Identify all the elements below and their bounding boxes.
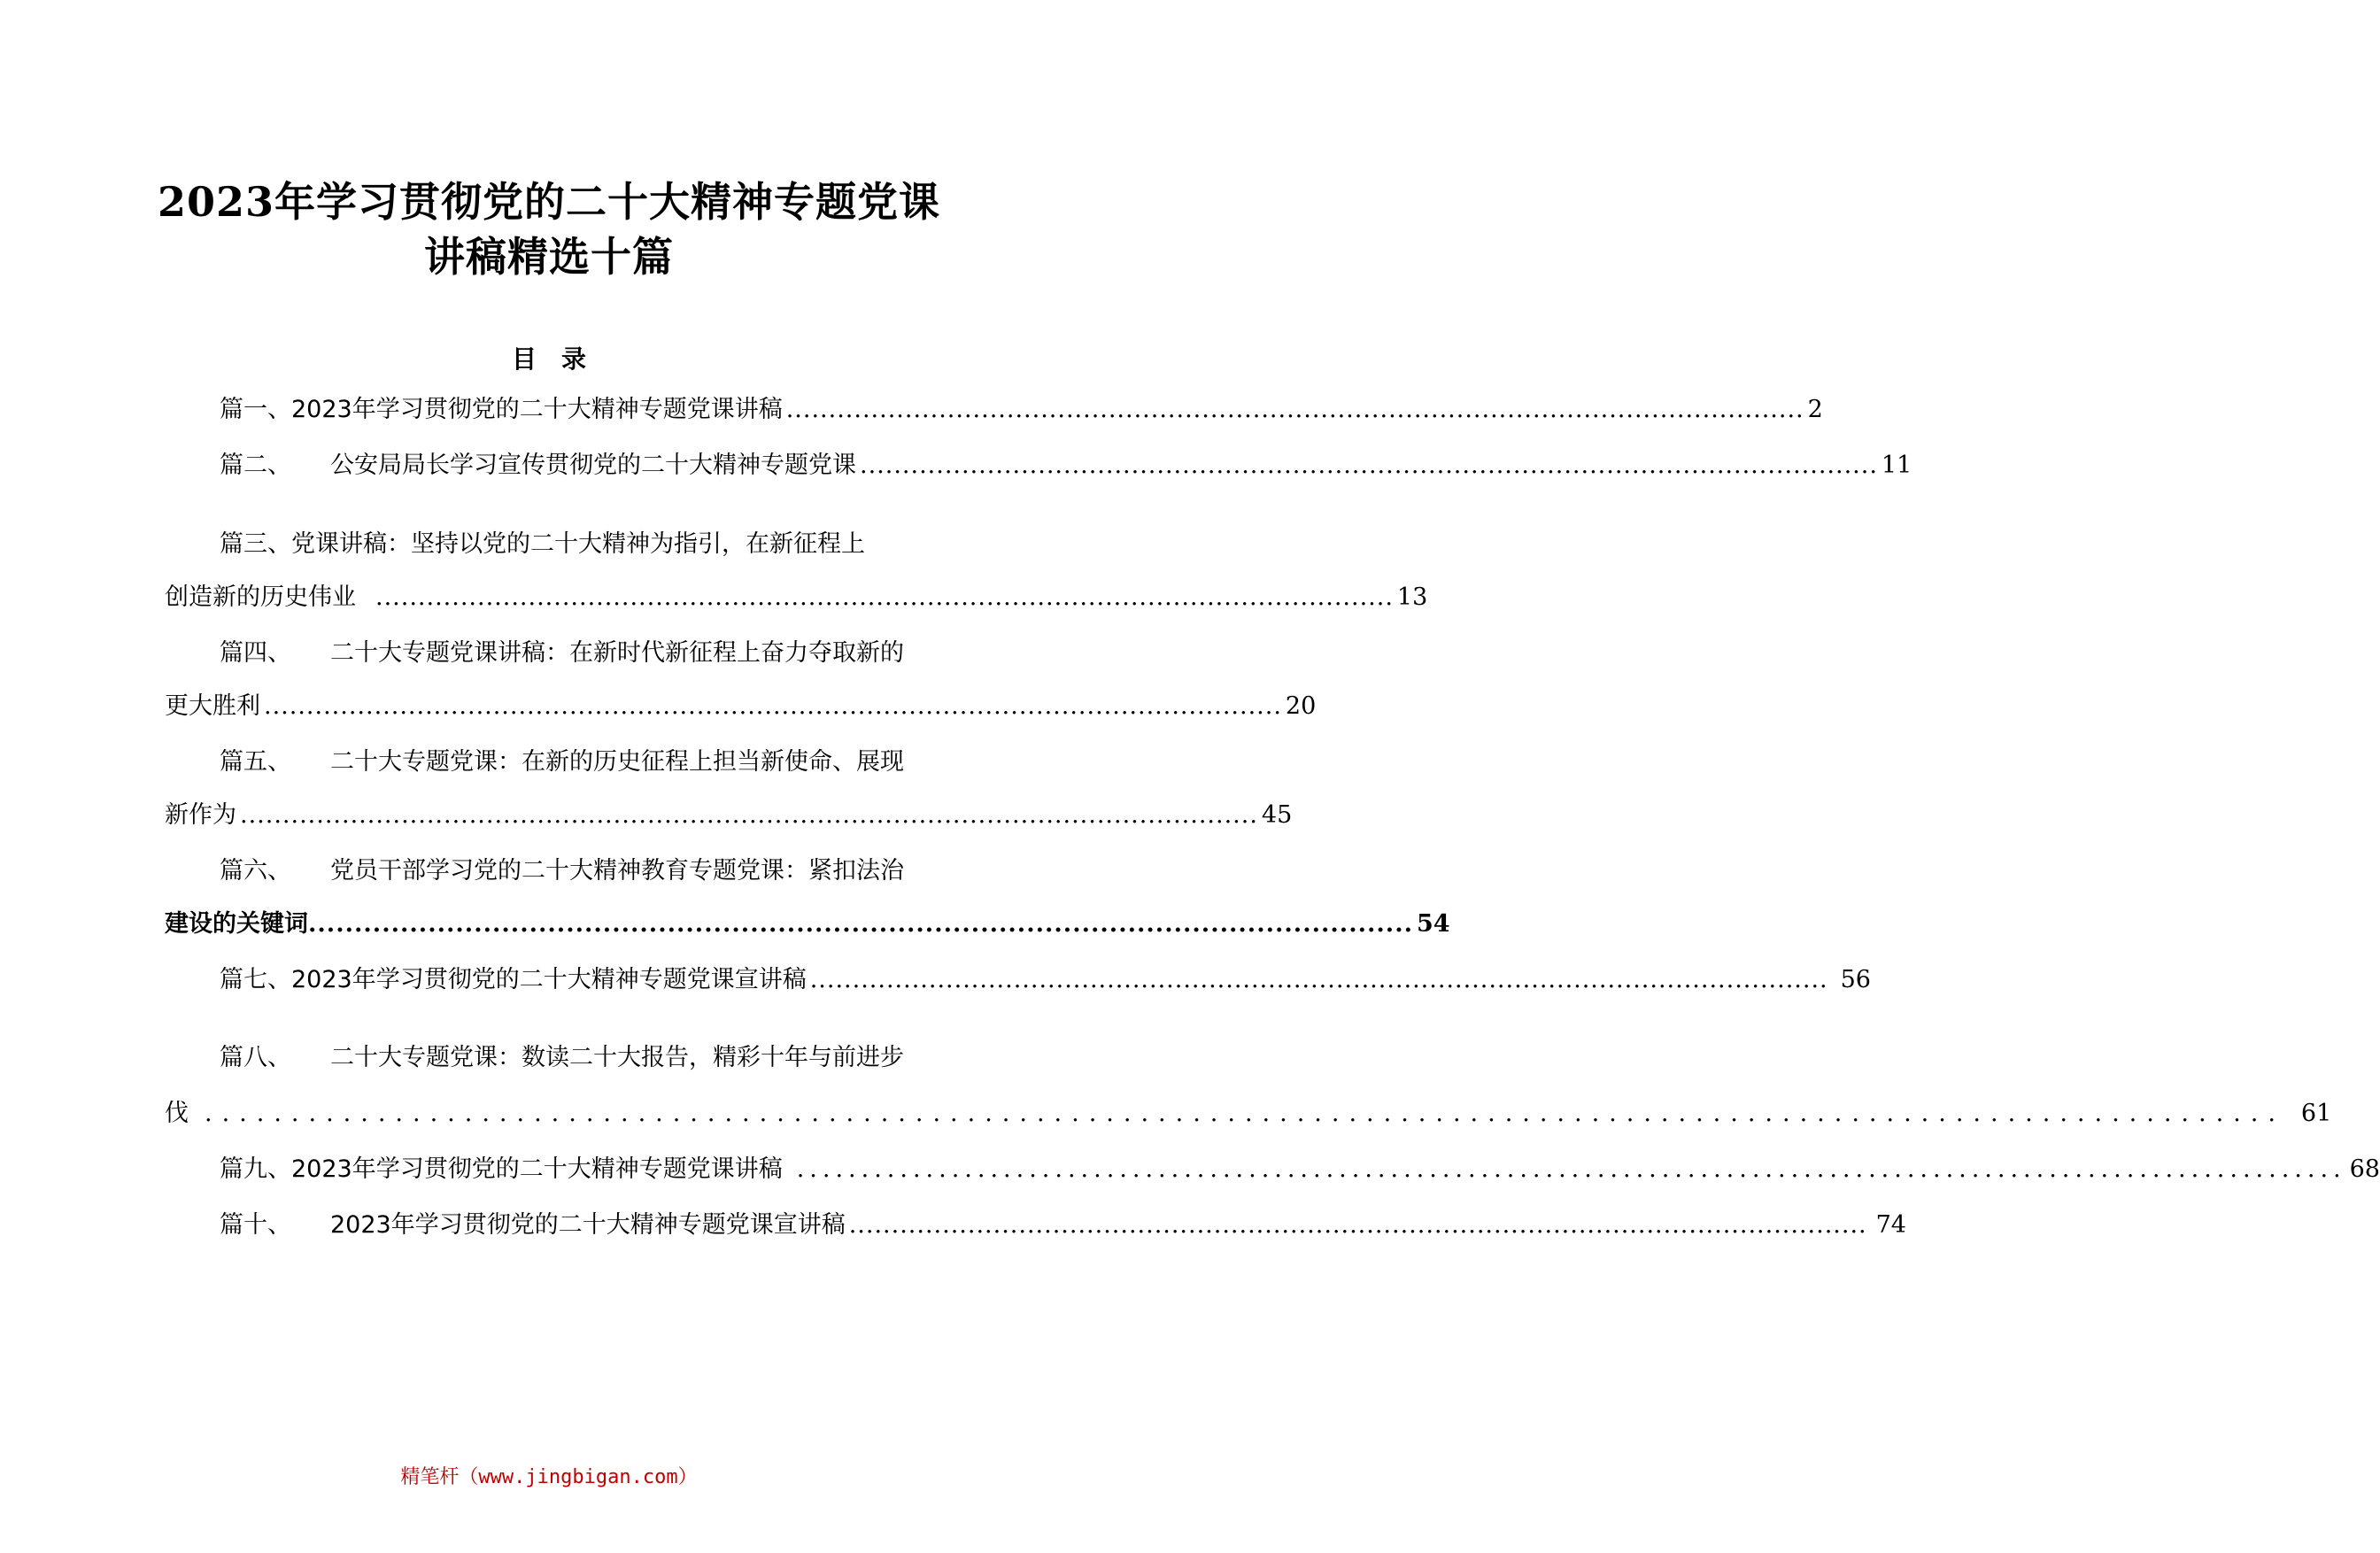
toc-entry-2[interactable] (165, 448, 1912, 483)
toc-entry-page: 68 (2349, 1155, 2380, 1183)
toc-entry-4-continuation[interactable] (165, 689, 1317, 724)
toc-entry-page: 45 (1261, 801, 1293, 829)
toc-entry-title: 二十大专题党课讲稿：在新时代新征程上奋力夺取新的 (330, 639, 904, 667)
toc-entry-label: 篇四、 (220, 639, 291, 667)
toc-entry-label: 篇五、 (220, 748, 291, 776)
toc-entry-title: 2023年学习贯彻党的二十大精神专题党课宣讲稿 (291, 966, 807, 993)
toc-entry-5[interactable] (165, 745, 930, 780)
toc-entry-3-continuation[interactable] (165, 580, 1428, 615)
toc-leader-dots: ........................................................................................................................ (240, 801, 1258, 829)
toc-leader-dots: ........................................................................................................................ (308, 910, 1413, 938)
toc-leader-dots: ........................................................................................................................ (785, 396, 1804, 423)
toc-entry-title-continued: 伐 (165, 1100, 189, 1127)
toc-entry-9[interactable] (165, 1152, 2380, 1187)
toc-entry-7[interactable] (165, 962, 1871, 998)
toc-leader-dots: ........................................................................................................................ (205, 1100, 2285, 1127)
toc-entry-title: 二十大专题党课：在新的历史征程上担当新使命、展现 (330, 748, 904, 776)
toc-entry-page: 20 (1285, 692, 1317, 720)
toc-entry-page: 56 (1840, 966, 1871, 993)
toc-entry-page: 11 (1881, 452, 1912, 479)
toc-entry-label: 篇三、 (220, 530, 291, 558)
toc-entry-5-continuation[interactable] (165, 798, 1293, 833)
toc-leader-dots: ........................................................................................................................ (264, 692, 1282, 720)
toc-entry-10[interactable] (165, 1208, 1906, 1243)
footer-watermark-link[interactable]: 精笔杆（www.jingbigan.com） (400, 1466, 698, 1488)
toc-entry-label: 篇九、 (220, 1155, 291, 1183)
toc-entry-title-continued: 建设的关键词 (165, 910, 308, 938)
toc-leader-dots: ........................................................................................................................ (848, 1211, 1867, 1239)
toc-entry-3[interactable] (165, 527, 930, 562)
toc-entry-page: 13 (1396, 583, 1428, 611)
toc-entry-title: 公安局局长学习宣传贯彻党的二十大精神专题党课 (330, 452, 856, 479)
toc-entry-label: 篇十、 (220, 1211, 291, 1239)
toc-entry-page: 2 (1807, 396, 1823, 423)
toc-entry-4[interactable] (165, 636, 930, 671)
toc-entry-title: 二十大专题党课：数读二十大报告，精彩十年与前进步 (330, 1044, 904, 1071)
toc-entry-label: 篇一、 (220, 396, 291, 423)
toc-entry-1[interactable] (165, 392, 1823, 428)
toc-entry-title: 2023年学习贯彻党的二十大精神专题党课宣讲稿 (330, 1211, 846, 1239)
toc-leader-dots: ........................................................................................................................ (375, 583, 1394, 611)
toc-entry-title: 2023年学习贯彻党的二十大精神专题党课讲稿 (291, 396, 783, 423)
toc-leader-dots: ........................................................................................................................ (796, 1155, 2346, 1183)
toc-entry-title: 党员干部学习党的二十大精神教育专题党课：紧扣法治 (330, 857, 904, 885)
toc-entry-6-continuation[interactable] (165, 907, 1450, 942)
toc-entry-label: 篇二、 (220, 452, 291, 479)
toc-entry-title: 2023年学习贯彻党的二十大精神专题党课讲稿 (291, 1155, 783, 1183)
toc-entry-label: 篇七、 (220, 966, 291, 993)
toc-entry-title-continued: 新作为 (165, 801, 236, 829)
toc-entry-page: 61 (2300, 1100, 2332, 1127)
toc-entry-label: 篇八、 (220, 1044, 291, 1071)
toc-entry-page: 74 (1875, 1211, 1906, 1239)
document-title-line-1: 2023年学习贯彻党的二十大精神专题党课 (157, 178, 941, 226)
toc-entry-title: 党课讲稿：坚持以党的二十大精神为指引，在新征程上 (291, 530, 865, 558)
toc-entry-8[interactable] (165, 1040, 930, 1076)
toc-entry-label: 篇六、 (220, 857, 291, 885)
toc-heading: 目录 (511, 344, 611, 374)
toc-entry-page: 54 (1417, 910, 1450, 938)
toc-leader-dots: ........................................................................................................................ (860, 452, 1878, 479)
toc-entry-8-continuation[interactable] (165, 1096, 2332, 1132)
toc-entry-title-continued: 创造新的历史伟业 (165, 583, 356, 611)
toc-entry-6[interactable] (165, 854, 930, 889)
document-title-line-2: 讲稿精选十篇 (424, 233, 674, 281)
toc-entry-title-continued: 更大胜利 (165, 692, 260, 720)
toc-leader-dots: ........................................................................................................................ (809, 966, 1828, 993)
